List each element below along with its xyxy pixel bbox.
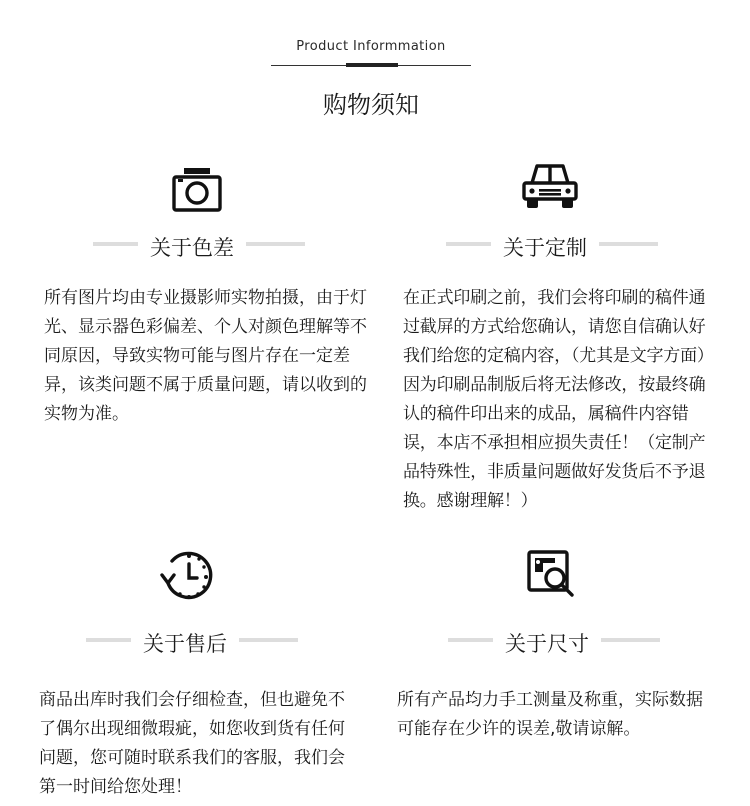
section-body: 所有产品均力手工测量及称重，实际数据可能存在少许的误差,敬请谅解。	[397, 690, 703, 739]
camera-icon	[167, 160, 227, 220]
clock-history-icon	[158, 545, 218, 605]
section-body: 商品出库时我们会仔细检查，但也避免不了偶尔出现细微瑕疵，如您收到货有任何问题，您可随时联系我们的客服，我们会第一时间给您处理！	[39, 690, 345, 797]
car-icon	[520, 158, 580, 218]
page-title: 购物须知	[323, 91, 419, 119]
photo-search-icon	[523, 546, 583, 606]
section-title: 关于定制	[491, 232, 599, 262]
section-title: 关于色差	[138, 232, 246, 262]
section-body: 所有图片均由专业摄影师实物拍摄，由于灯光、显示器色彩偏差、个人对颜色理解等不同原因，导致实物可能与图片存在一定差异，该类问题不属于质量问题，请以收到的实物为准。	[44, 288, 367, 424]
section-title: 关于尺寸	[493, 628, 601, 658]
section-body: 在正式印刷之前，我们会将印刷的稿件通过截屏的方式给您确认，请您自信确认好我们给您的定稿内容，（尤其是文字方面）因为印刷品制版后将无法修改，按最终确认的稿件印出来的成品，属稿件内容错误，本店不承担相应损失责任！（定制产品特殊性，非质量问题做好发货后不予退换。感谢理解！）	[403, 288, 714, 511]
header-divider-accent	[346, 63, 398, 67]
section-title: 关于售后	[131, 628, 239, 658]
header-subtitle: Product Informmation	[296, 39, 446, 54]
